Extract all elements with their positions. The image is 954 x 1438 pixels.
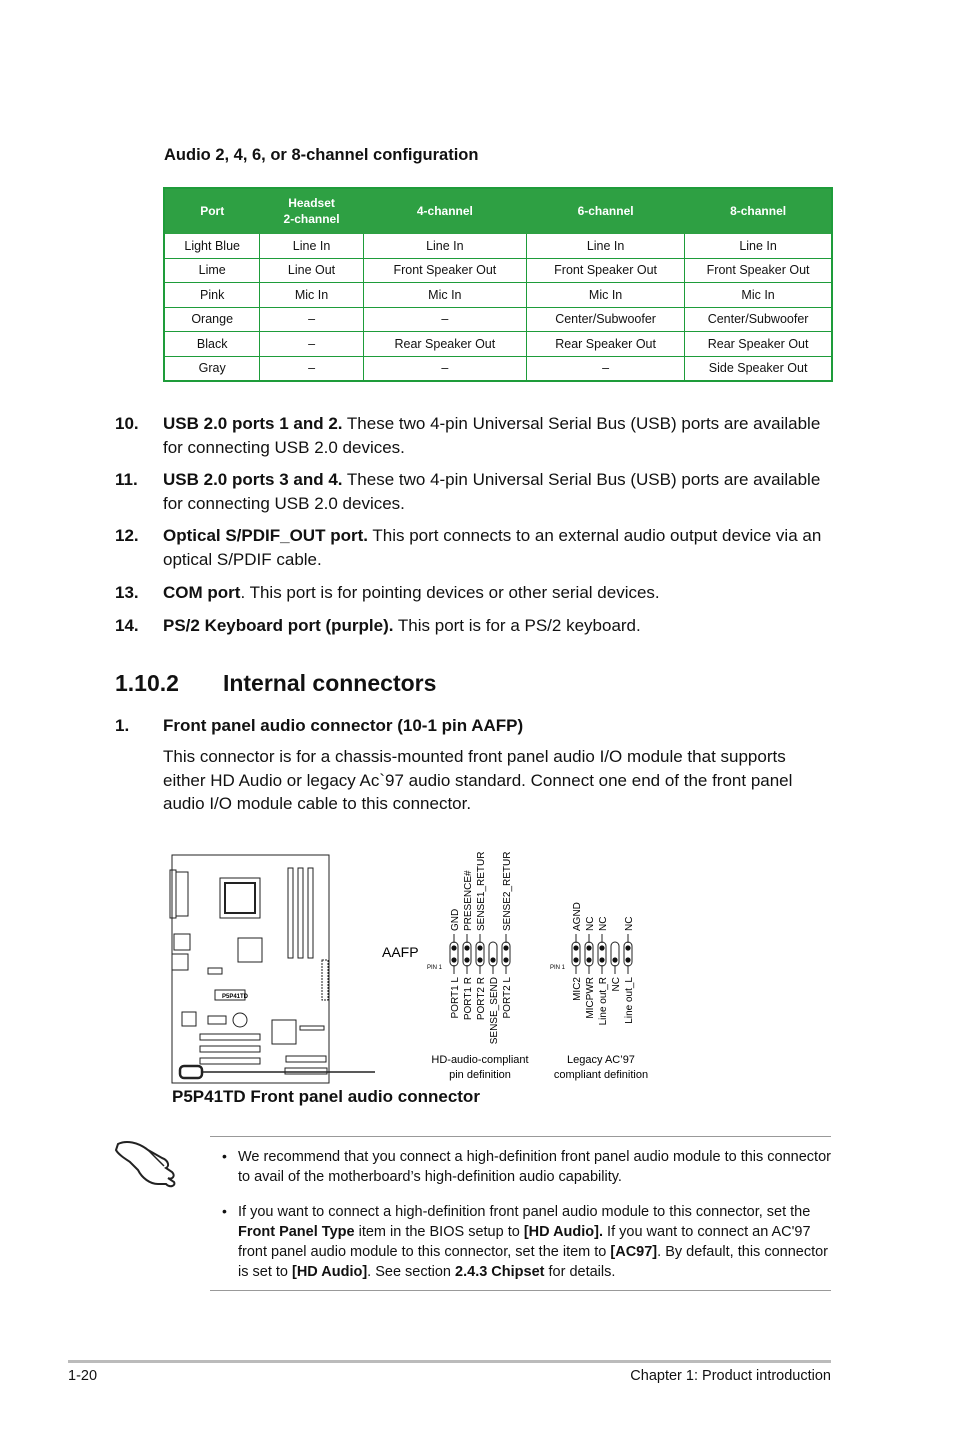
table-cell: Mic In (685, 283, 832, 308)
pin-bottom-label: Line out_L (624, 977, 635, 1024)
item-text: USB 2.0 ports 3 and 4. These two 4-pin Universal Serial Bus (USB) ports are available for connecting USB 2.0 devices. (163, 470, 821, 513)
pin (503, 945, 508, 950)
table-row (164, 234, 832, 259)
pin (451, 957, 456, 962)
ac-pin1-label: PIN 1 (550, 965, 566, 971)
table-cell: Orange (164, 307, 260, 332)
table-header-row (164, 188, 832, 234)
pin-top-label: NC (624, 916, 635, 931)
pin-bottom-label: MIC2 (572, 977, 583, 1001)
item-text: PS/2 Keyboard port (purple). This port is for a PS/2 keyboard. (163, 616, 641, 635)
connector-title: Front panel audio connector (10-1 pin AAFP) (163, 716, 524, 735)
pin-top-label: SENSE2_RETUR (502, 851, 513, 931)
table-cell: Line In (527, 234, 685, 259)
table-cell: – (260, 307, 363, 332)
table-cell: Rear Speaker Out (685, 332, 832, 357)
note-text: We recommend that you connect a high-definition front panel audio module to this connector to avail of the motherboard’s high-definition audio capability. (238, 1149, 831, 1185)
column-header: 6-channel (527, 188, 685, 234)
table-cell: Mic In (527, 283, 685, 308)
table-cell: Front Speaker Out (363, 258, 526, 283)
board-name-label: P5P41TD (222, 994, 249, 1000)
pin-top-label: PRESENCE# (463, 870, 474, 931)
pin (464, 957, 469, 962)
table-row (164, 307, 832, 332)
footer-rule (68, 1360, 831, 1363)
pin (490, 957, 495, 962)
column-header: Port (164, 188, 260, 234)
pin (599, 945, 604, 950)
bullet: • (222, 1148, 227, 1164)
table-cell: Side Speaker Out (685, 356, 832, 381)
table-cell: Light Blue (164, 234, 260, 259)
table-cell: – (260, 332, 363, 357)
pin (477, 957, 482, 962)
table-cell: Pink (164, 283, 260, 308)
bullet: • (222, 1203, 227, 1219)
table-row (164, 283, 832, 308)
section-heading: Internal connectors (222, 670, 437, 696)
item-text: USB 2.0 ports 1 and 2. These two 4-pin Universal Serial Bus (USB) ports are available for connecting USB 2.0 devices. (163, 414, 821, 457)
aafp-label: AAFP (382, 944, 419, 960)
connector-description: This connector is for a chassis-mounted front panel audio I/O module that supports either HD Audio or legacy Ac`97 audio standard. Connect one end of the front panel audio I/O module cable to this connector. (163, 747, 793, 813)
pin (612, 957, 617, 962)
table-cell: Mic In (260, 283, 363, 308)
note-bottom-rule (210, 1290, 831, 1291)
section-title (115, 670, 436, 697)
table-cell: Black (164, 332, 260, 357)
table-row (164, 258, 832, 283)
pin (573, 945, 578, 950)
pin-top-label: NC (585, 916, 596, 931)
pin-bottom-label: PORT2 R (476, 977, 487, 1021)
table-cell: Rear Speaker Out (363, 332, 526, 357)
pin (477, 945, 482, 950)
pin (464, 945, 469, 950)
table-cell: Front Speaker Out (527, 258, 685, 283)
audio-config-table (163, 187, 833, 382)
item-number: 14. (115, 616, 139, 635)
ac-caption-2: compliant definition (553, 1069, 649, 1081)
table-cell: Gray (164, 356, 260, 381)
item-number: 12. (115, 526, 139, 545)
hd-audio-pin-header (450, 852, 513, 1045)
column-header: Headset 2-channel (260, 188, 363, 234)
table-row (164, 332, 832, 357)
page-number: 1-20 (68, 1368, 98, 1384)
pin-bottom-label: Line out_R (598, 977, 609, 1026)
pin (586, 957, 591, 962)
pin-top-label: NC (598, 916, 609, 931)
note-top-rule (210, 1136, 831, 1137)
pin-top-label: GND (450, 908, 461, 931)
table-row (164, 356, 832, 381)
pin-bottom-label: MICPWR (585, 977, 596, 1019)
section-number: 1.10.2 (115, 670, 179, 696)
note-text: If you want to connect a high-definition front panel audio module to this connector, set the Front Panel Type item in the BIOS setup to [HD Audio]. If you want to connect an AC'97 front panel audio module to this connector, set the item to [AC97]. By default, this connector is set to [HD Audio]. See section 2.4.3 Chipset for details. (238, 1204, 829, 1280)
column-header: 8-channel (685, 188, 832, 234)
table-cell: – (260, 356, 363, 381)
hand-pointing-icon (112, 1132, 184, 1188)
pin-bottom-label: PORT2 L (502, 977, 513, 1019)
aafp-diagram (160, 830, 680, 1120)
table-cell: Rear Speaker Out (527, 332, 685, 357)
table-cell: Lime (164, 258, 260, 283)
pin (625, 957, 630, 962)
pin-bottom-label: PORT1 L (450, 977, 461, 1019)
hd-pin1-label: PIN 1 (427, 965, 443, 971)
ac97-pin-header (572, 902, 635, 1025)
hd-caption-1: HD-audio-compliant (431, 1054, 529, 1066)
table-cell: – (363, 307, 526, 332)
table-cell: Line In (260, 234, 363, 259)
diagram-caption: P5P41TD Front panel audio connector (172, 1087, 480, 1106)
table-cell: Line In (685, 234, 832, 259)
pin (573, 957, 578, 962)
table-title: Audio 2, 4, 6, or 8-channel configuration (164, 146, 479, 164)
pin-top-label: AGND (572, 902, 583, 931)
pin (586, 945, 591, 950)
item-number: 13. (115, 583, 139, 602)
pin-bottom-label: NC (611, 977, 622, 992)
table-cell: – (363, 356, 526, 381)
table-cell: Front Speaker Out (685, 258, 832, 283)
item-text: COM port. This port is for pointing devices or other serial devices. (163, 583, 660, 602)
column-header: 4-channel (363, 188, 526, 234)
pin (625, 945, 630, 950)
pin-top-label: SENSE1_RETUR (476, 851, 487, 931)
pin (599, 957, 604, 962)
table-cell: Mic In (363, 283, 526, 308)
item-number: 11. (115, 470, 138, 489)
ac-caption-1: Legacy AC’97 (567, 1054, 635, 1066)
table-cell: Center/Subwoofer (527, 307, 685, 332)
hd-caption-2: pin definition (449, 1069, 511, 1081)
pin-bottom-label: PORT1 R (463, 977, 474, 1021)
table-cell: Line Out (260, 258, 363, 283)
motherboard-illustration (170, 855, 375, 1083)
chapter-title: Chapter 1: Product introduction (630, 1368, 831, 1384)
table-cell: Center/Subwoofer (685, 307, 832, 332)
item-text: Optical S/PDIF_OUT port. This port connects to an external audio output device via an optical S/PDIF cable. (163, 526, 822, 569)
connector-number: 1. (115, 716, 130, 735)
pin-bottom-label: SENSE_SEND (489, 977, 500, 1045)
table-cell: – (527, 356, 685, 381)
pin (451, 945, 456, 950)
table-cell: Line In (363, 234, 526, 259)
item-number: 10. (115, 414, 139, 433)
pin (503, 957, 508, 962)
